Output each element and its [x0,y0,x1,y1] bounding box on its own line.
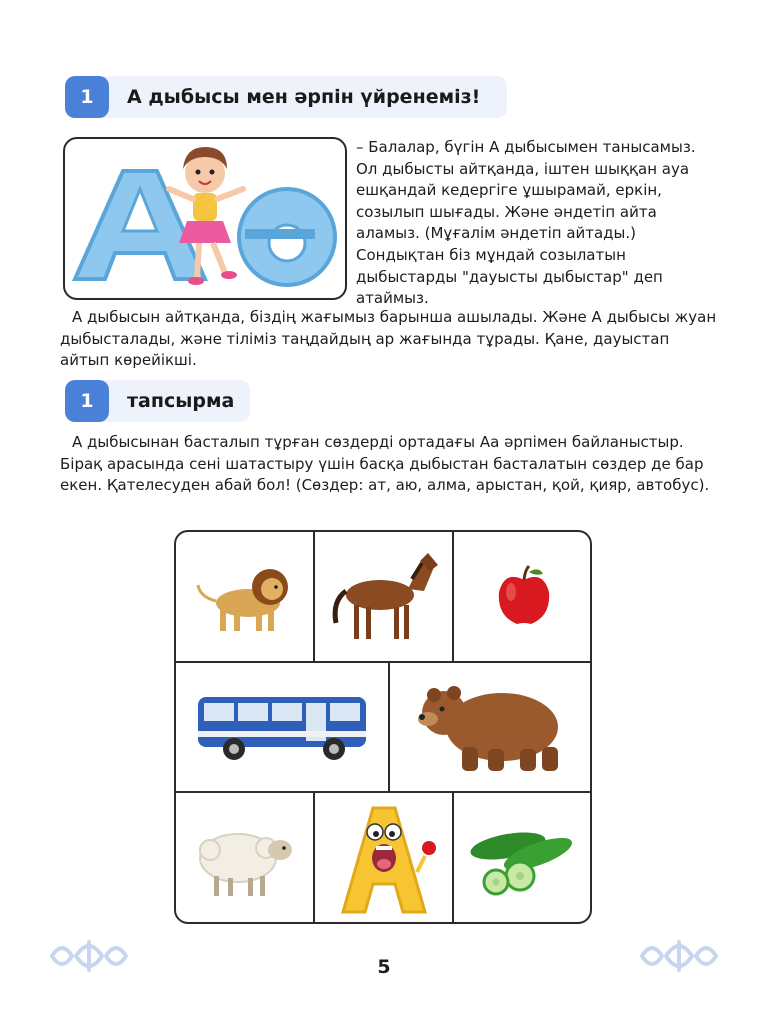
intro-paragraph: – Балалар, бүгін А дыбысымен танысамыз. Ол дыбысты айтқанда, іштен шыққан ауа ешқандай кедергіге ұшырамай, еркін, созылып шығады. Және әндетіп айта аламыз. (Мұғалім әндетіп айтады.) Сондықтан біз мұндай созылатын дыбыстарды "дауысты дыбыстар" деп атаймыз. [356,138,696,308]
page-number: 5 [377,956,391,978]
grid-cell-bear[interactable] [390,663,592,791]
sheep-icon [190,820,300,900]
horse-icon [324,549,444,645]
ornament-left-decoration [46,934,132,978]
cucumber-icon [466,820,582,900]
grid-cell-horse[interactable] [315,532,452,661]
grid-cell-letter-a[interactable] [315,793,452,924]
section-title: А дыбысы мен әрпін үйренеміз! [127,86,481,108]
grid-cell-sheep[interactable] [176,793,313,924]
picture-matching-grid [174,530,592,924]
intro-paragraph-continued: А дыбысын айтқанда, біздің жағымыз барынша ашылады. Және А дыбысы жуан дыбысталады, және тіліміз таңдайдың ар жағында тұрады. Қане, дауыстап айтып көрейікші. [60,308,717,370]
grid-cell-bus[interactable] [176,663,388,791]
ornament-right-decoration [636,934,722,978]
apple-icon [489,562,559,632]
letter-a-illustration [63,137,347,300]
grid-cell-lion[interactable] [176,532,313,661]
task-number-badge: 1 [65,380,109,422]
grid-cell-apple[interactable] [454,532,592,661]
bus-icon [194,691,370,763]
center-letter: A [383,879,385,881]
letter-a-character-icon [329,798,439,922]
task-title: тапсырма [127,390,235,412]
section-header-task [65,380,250,422]
lion-icon [190,557,300,637]
task-instructions: А дыбысынан басталып тұрған сөздерді ортадағы Аа әрпімен байланыстыр. Бірақ арасында сені шатастыру үшін басқа дыбыстан басталатын сөздер де бар екен. Қателесуден абай бол! (Сөздер: ат, аю, алма, арыстан, қой, қияр, автобус). [60,433,710,495]
bear-icon [412,677,572,777]
section-header-lesson [65,76,507,118]
grid-cell-cucumber[interactable] [454,793,592,924]
section-number-badge: 1 [65,76,109,118]
